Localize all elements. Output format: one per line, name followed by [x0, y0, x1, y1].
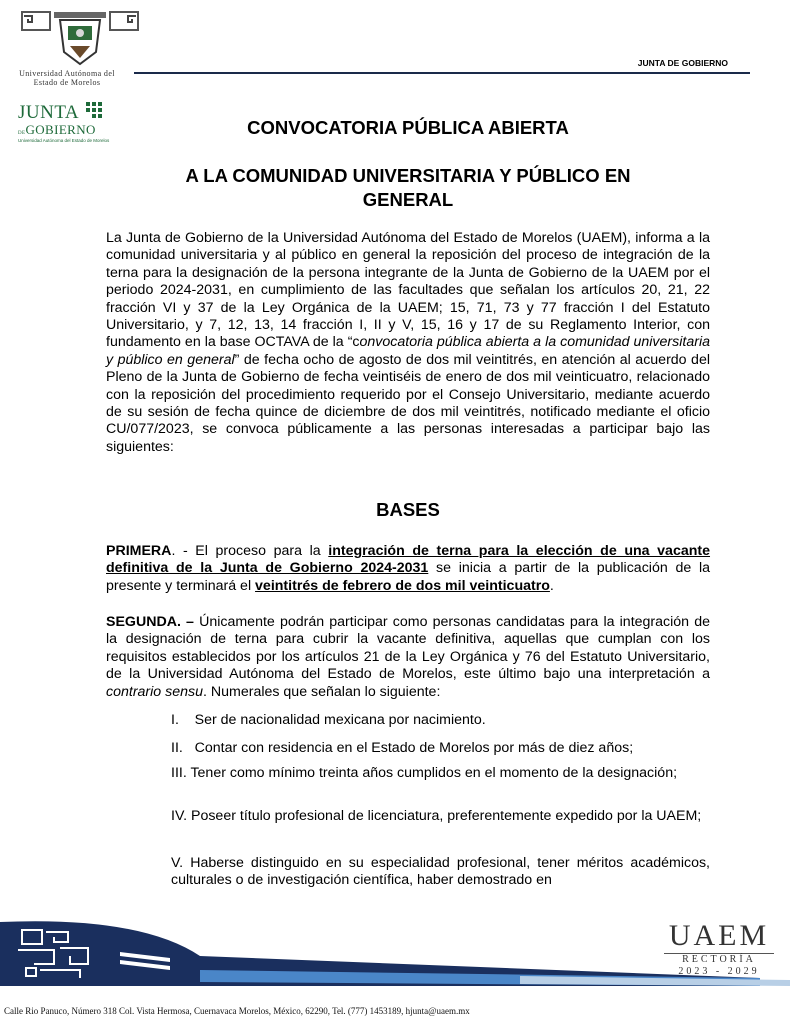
requirement-item: III. Tener como mínimo treinta años cumplidos en el momento de la designación;: [171, 765, 678, 781]
primera-underlined-1: integración de terna para la elección de una vacante definitiva de la Junta de Gobierno 2024-2031: [106, 543, 711, 577]
logo-gobierno-text: [18, 122, 96, 138]
segunda-italic: contrario sensu: [106, 683, 203, 700]
base-primera: [106, 543, 710, 595]
segunda-text-1: Únicamente podrán participar como personas candidatas para la integración de la designación de terna para cubrir la vacante definitiva, aquellas que cumplan con los requisitos establecidos por los artículos 21 de la Ley Orgánica y 76 del Estatuto Universitario, de la Universidad Autónoma del Estado de Morelos, este último bajo una interpretación a: [106, 614, 710, 683]
intro-italic: onvocatoria pública abierta a la comunidad universitaria y público en general: [106, 334, 710, 368]
intro-paragraph: [106, 230, 710, 456]
bases-heading: BASES: [376, 499, 440, 520]
base-segunda: [106, 614, 710, 701]
primera-text-3: .: [549, 577, 554, 594]
intro-text-1: La Junta de Gobierno de la Universidad Autónoma del Estado de Morelos (UAEM), informa a la comunidad universitaria y al público en general la reposición del proceso de integración de la terna para la designación de la persona integrante de la Junta de Gobierno de la UAEM por el periodo 2024-2031, en cumplimiento de las facultades que señalan los artículos 20, 21, 22 fracción VI y 37 de la Ley Orgánica de la UAEM; 15, 71, 73 y 77 fracción I del Estatuto Universitario, y 7, 12, 13, 14 fracción I, II y V, 15, 16 y 17 de su Reglamento Interior, con fundamento en la base OCTAVA de la “c: [106, 230, 710, 351]
brand-uaem-text: UAEM: [668, 919, 770, 952]
institution-name: [4, 69, 130, 87]
footer-address: Calle Rio Panuco, Número 318 Col. Vista Hermosa, Cuernavaca Morelos, México, 62290, Tel. (777) 1453189, hjunta@uaem.mx: [4, 1006, 470, 1016]
page-subtitle-line1: A LA COMUNIDAD UNIVERSITARIA Y PÚBLICO EN: [185, 165, 631, 186]
primera-text-2: se inicia a partir de la publicación de la presente y terminará el: [106, 560, 710, 594]
header-divider: [134, 72, 750, 74]
logo-subtitle: Universidad Autónoma del Estado de Morelos: [18, 138, 110, 143]
header-org-label: JUNTA DE GOBIERNO: [637, 58, 728, 68]
primera-label: PRIMERA: [106, 543, 172, 559]
uaem-seal-logo: [20, 8, 140, 66]
intro-text-2: ” de fecha ocho de agosto de dos mil veintitrés, en atención al acuerdo del Pleno de la Junta de Gobierno de fecha veintiséis de enero de dos mil veinticuatro, relacionado con la reposición del procedimiento requerido por el Consejo Universitario, mediante acuerdo de su sesión de fecha quince de diciembre de dos mil veintitrés, notificado mediante el oficio CU/077/2023, se convoca públicamente a las personas interesadas a participar bajo las siguientes:: [106, 351, 710, 455]
logo-de-text: DE: [18, 131, 26, 136]
segunda-label: SEGUNDA. –: [106, 614, 194, 630]
primera-underlined-2: veintitrés de febrero de dos mil veinticuatro: [255, 577, 550, 594]
institution-name-line2: Estado de Morelos: [33, 78, 101, 87]
institution-name-line1: Universidad Autónoma del: [19, 69, 115, 78]
requirement-item: IV. Poseer título profesional de licenciatura, preferentemente expedido por la UAEM;: [171, 808, 702, 824]
requirement-item: V. Haberse distinguido en su especialidad profesional, tener méritos académicos, culturales o de investigación científica, haber demostrado en: [171, 855, 710, 889]
uaem-rectoria-brand: [664, 920, 774, 978]
page-title: CONVOCATORIA PÚBLICA ABIERTA: [247, 117, 569, 138]
brand-years-text: 2023 - 2029: [678, 966, 760, 977]
requirement-item: II. Contar con residencia en el Estado de Morelos por más de diez años;: [171, 740, 634, 756]
logo-gobierno-word: GOBIERNO: [25, 122, 96, 137]
logo-junta-text: JUNTA: [18, 102, 80, 123]
primera-text-1: . - El proceso para la: [171, 543, 329, 559]
segunda-text-2: . Numerales que señalan lo siguiente:: [203, 683, 441, 700]
brand-rectoria-text: RECTORÍA: [664, 953, 774, 966]
requirement-item: I. Ser de nacionalidad mexicana por nacimiento.: [171, 712, 486, 728]
junta-gobierno-logo: [18, 102, 108, 146]
page-subtitle-line2: GENERAL: [362, 189, 454, 210]
